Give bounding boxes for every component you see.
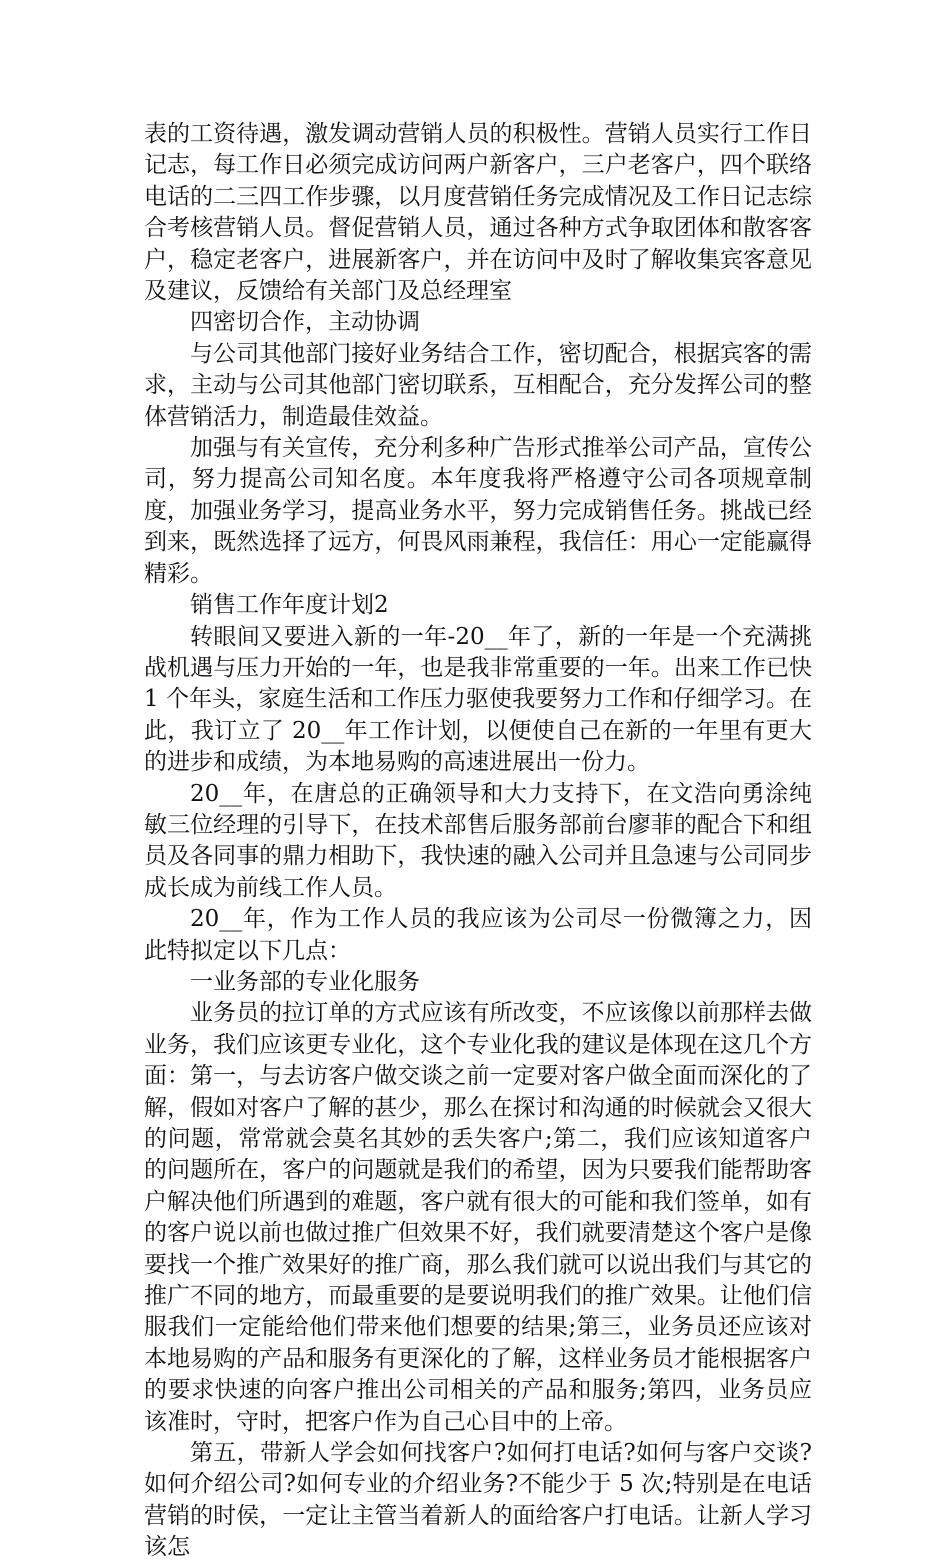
section-heading: 销售工作年度计划2 — [190, 592, 389, 619]
paragraph: 与公司其他部门接好业务结合工作，密切配合，根据宾客的需求，主动与公司其他部门密切联系，互相配合，充分发挥公司的整体营销活力，制造最佳效益。 — [144, 340, 812, 430]
paragraph: 转眼间又要进入新的一年-20__年了，新的一年是一个充满挑战机遇与压力开始的一年，也是我非常重要的一年。出来工作已快 1 个年头，家庭生活和工作压力驱使我要努力工作和仔细学习。在此，我订立了 20__年工作计划，以便使自己在新的一年里有更大的进步和成绩，为本地易购的高速进展出一份力。 — [144, 623, 812, 776]
paragraph: 第五，带新人学会如何找客户?如何打电话?如何与客户交谈?如何介绍公司?如何专业的介绍业务?不能少于 5 次;特别是在电话营销的时侯，一定让主管当着新人的面给客户打电话。让新人学习该怎 — [144, 1440, 812, 1561]
paragraph: 20__年，作为工作人员的我应该为公司尽一份微簿之力，因此特拟定以下几点： — [144, 906, 812, 964]
document-body — [144, 119, 812, 1564]
paragraph: 20__年，在唐总的正确领导和大力支持下，在文浩向勇涂纯敏三位经理的引导下，在技术部售后服务部前台廖菲的配合下和组员及各同事的鼎力相助下，我快速的融入公司并且急速与公司同步成长成为前线工作人员。 — [144, 780, 812, 901]
paragraph: 业务员的拉订单的方式应该有所改变，不应该像以前那样去做业务，我们应该更专业化，这个专业化我的建议是体现在这几个方面：第一，与去访客户做交谈之前一定要对客户做全面而深化的了解，假如对客户了解的甚少，那么在探讨和沟通的时候就会又很大的问题，常常就会莫名其妙的丢失客户;第二，我们应该知道客户的问题所在，客户的问题就是我们的希望，因为只要我们能帮助客户解决他们所遇到的难题，客户就有很大的可能和我们签单，如有的客户说以前也做过推广但效果不好，我们就要清楚这个客户是像要找一个推广效果好的推广商，那么我们就可以说出我们与其它的推广不同的地方，而最重要的是要说明我们的推广效果。让他们信服我们一定能给他们带来他们想要的结果;第三，业务员还应该对本地易购的产品和服务有更深化的了解，这样业务员才能根据客户的要求快速的向客户推出公司相关的产品和服务;第四，业务员应该准时，守时，把客户作为自己心目中的上帝。 — [144, 1000, 812, 1435]
section-heading: 四密切合作，主动协调 — [190, 309, 420, 336]
paragraph: 加强与有关宣传，充分利多种广告形式推举公司产品，宣传公司，努力提高公司知名度。本年度我将严格遵守公司各项规章制度，加强业务学习，提高业务水平，努力完成销售任务。挑战已经到来，既然选择了远方，何畏风雨兼程，我信任：用心一定能赢得精彩。 — [144, 435, 812, 587]
paragraph: 表的工资待遇，激发调动营销人员的积极性。营销人员实行工作日记志，每工作日必须完成访问两户新客户，三户老客户，四个联络电话的二三四工作步骤，以月度营销任务完成情况及工作日记志综合考核营销人员。督促营销人员，通过各种方式争取团体和散客客户，稳定老客户，进展新客户，并在访问中及时了解收集宾客意见及建议，反馈给有关部门及总经理室 — [144, 121, 812, 305]
section-heading: 一业务部的专业化服务 — [190, 968, 420, 995]
